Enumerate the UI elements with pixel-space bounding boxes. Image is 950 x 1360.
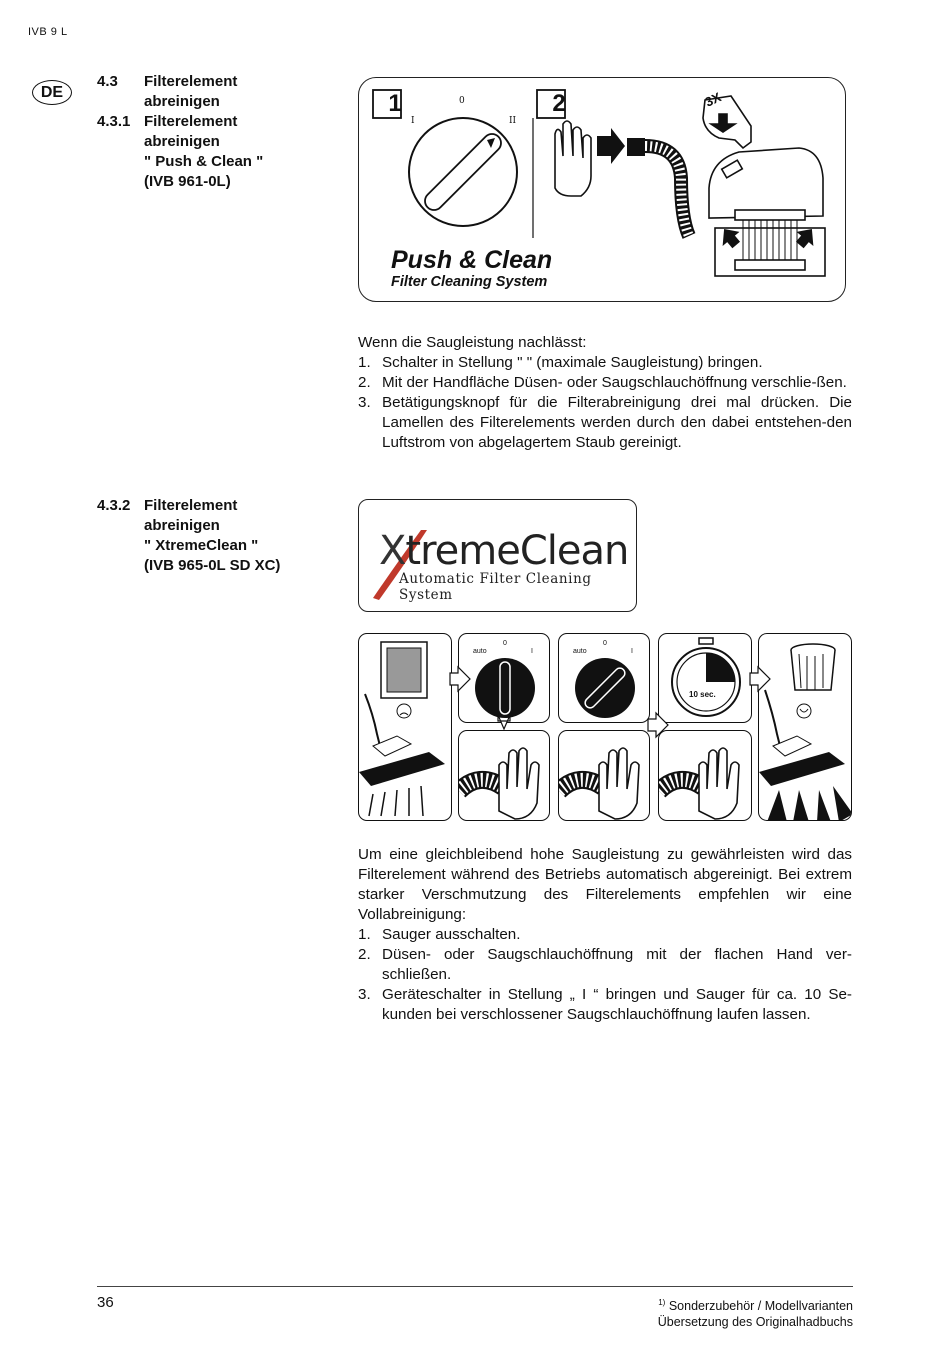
dial-label-zero: 0 (603, 640, 607, 647)
push-clean-title: Push & Clean (391, 246, 553, 274)
language-badge: DE (32, 80, 72, 105)
dial-label-zero: 0 (503, 640, 507, 647)
translation-note: Übersetzung des Originalhadbuchs (657, 1315, 853, 1330)
section-title-line: " XtremeClean " (144, 537, 259, 554)
section-title-line: Filterelement (144, 73, 238, 90)
list-item: 3. Geräteschalter in Stellung „ I “ bringen und Sauger für ca. 10 Se-kunden bei verschlossener Saugschlauchöffnung laufen lassen. (358, 986, 852, 1023)
dial-label-auto: auto (473, 648, 487, 655)
push-clean-figure (358, 77, 846, 302)
xtremeclean-subtitle: Automatic Filter Cleaning System (399, 571, 592, 603)
list-item: 1. Sauger ausschalten. (358, 926, 521, 943)
footnote-text: Sonderzubehör / Modellvarianten (668, 1299, 853, 1314)
dial-label-zero: 0 (459, 96, 465, 106)
xtremeclean-logo (358, 499, 637, 612)
xtremeclean-title-x: X (379, 528, 406, 574)
step-number-1: 1 (388, 90, 402, 117)
footer-notes (658, 1295, 853, 1330)
section-title-line: abreinigen (144, 517, 220, 534)
dial-label-one: I (631, 648, 633, 655)
section-title-line: (IVB 961-0L) (144, 173, 231, 190)
section-title-line: Filterelement (144, 113, 238, 130)
instructions-list (358, 925, 852, 1025)
vacuum-head-icon (709, 148, 825, 276)
xtremeclean-steps-figure (358, 633, 852, 821)
page-number: 36 (97, 1294, 114, 1311)
section-number: 4.3.1 (97, 113, 131, 130)
push-clean-instructions (358, 333, 852, 453)
section-title-line: abreinigen (144, 93, 220, 110)
timer-label: 10 sec. (689, 690, 716, 699)
press-count-label: 3X (702, 89, 724, 110)
section-number: 4.3 (97, 73, 118, 90)
dial-label-one: I (531, 648, 533, 655)
section-heading-4-3 (97, 72, 337, 192)
section-number: 4.3.2 (97, 497, 131, 514)
xtremeclean-instructions (358, 845, 852, 1025)
section-title-line: abreinigen (144, 133, 220, 150)
model-label: IVB 9 L (28, 26, 68, 38)
section-title-line: " Push & Clean " (144, 153, 264, 170)
xtremeclean-title: tremeClean (405, 528, 629, 574)
dial-label-two: II (509, 116, 517, 126)
list-item: 1. Schalter in Stellung " " (maximale Saugleistung) bringen. (358, 354, 763, 371)
footnote-marker: 1) (658, 1298, 666, 1307)
instructions-intro: Wenn die Saugleistung nachlässt: (358, 334, 587, 351)
section-heading-4-3-2 (97, 496, 347, 576)
dial-label-one: I (411, 116, 415, 126)
list-item: 2. Düsen- oder Saugschlauchöffnung mit der flachen Hand ver-schließen. (358, 946, 852, 983)
section-title-line: (IVB 965-0L SD XC) (144, 557, 281, 574)
section-title-line: Filterelement (144, 497, 238, 514)
instructions-list (358, 353, 852, 453)
hand-icon (555, 121, 591, 196)
dial-label-auto: auto (573, 648, 587, 655)
list-item: 3. Betätigungsknopf für die Filterabreinigung drei mal drücken. Die Lamellen des Filterelements werden durch den dabei entstehen-den Luftstrom von abgelagertem Staub gereinigt. (358, 394, 852, 451)
step-arrows-icon (358, 633, 852, 821)
dial-icon (409, 118, 517, 226)
step-number-2: 2 (552, 90, 566, 117)
footer-divider (97, 1286, 853, 1287)
instructions-intro: Um eine gleichbleibend hohe Saugleistung zu gewährleisten wird das Filterelement während des Betriebs automatisch abgereinigt. Bei extrem starker Verschmutzung des Filterelements empfehlen wir eine Vollabreinigung: (358, 846, 852, 923)
push-clean-subtitle: Filter Cleaning System (391, 274, 548, 290)
list-item: 2. Mit der Handfläche Düsen- oder Saugschlauchöffnung verschlie-ßen. (358, 374, 847, 391)
